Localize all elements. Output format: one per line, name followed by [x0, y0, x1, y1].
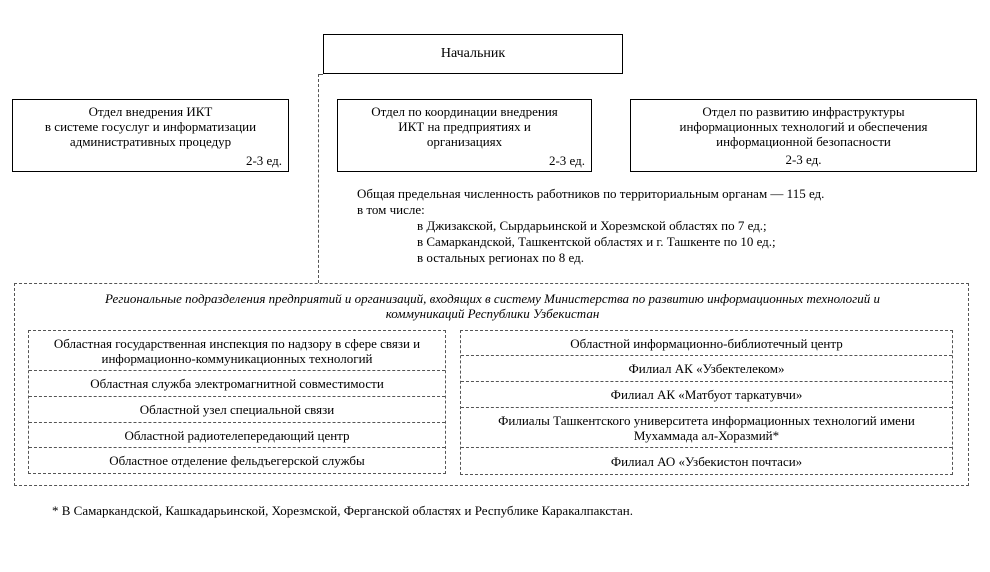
department-name: Отдел внедрения ИКТ в системе госуслуг и информатизации административных процедур — [44, 104, 257, 149]
territorial-item: в остальных регионах по 8 ед. — [417, 250, 585, 265]
regional-right-column — [460, 330, 953, 475]
territorial-total: Общая предельная численность работников по территориальным органам — 115 ед. — [357, 186, 825, 201]
department-box-ict-gov-services — [12, 99, 289, 172]
regional-left-item: Областной радиотелепередающий центр — [29, 423, 445, 448]
regional-right-item: Филиал АК «Узбектелеком» — [461, 356, 952, 382]
regional-left-item: Областная государственная инспекция по надзору в сфере связи и информационно-коммуникационных технологий — [29, 331, 445, 371]
department-box-ict-coordination — [337, 99, 592, 172]
department-name: Отдел по развитию инфраструктуры информационных технологий и обеспечения информационной безопасности — [679, 104, 928, 149]
regional-units-title: Региональные подразделения предприятий и организаций, входящих в систему Министерства по развитию информационных технологий и коммуникаций Республики Узбекистан — [105, 291, 880, 321]
department-name: Отдел по координации внедрения ИКТ на предприятиях и организациях — [371, 104, 558, 149]
territorial-item: в Самаркандской, Ташкентской областях и г. Ташкенте по 10 ед.; — [417, 234, 776, 249]
department-box-it-infrastructure — [630, 99, 977, 172]
chief-connector-stub — [318, 74, 323, 75]
regional-right-item: Филиалы Ташкентского университета информационных технологий имени Мухаммада ал-Хоразмий* — [461, 408, 952, 448]
regional-left-item: Областной узел специальной связи — [29, 397, 445, 423]
footnote: * В Самаркандской, Кашкадарьинской, Хорезмской, Ферганской областях и Республике Каракалпакстан. — [52, 503, 633, 518]
chief-label: Начальник — [440, 46, 506, 61]
regional-left-item: Областная служба электромагнитной совместимости — [29, 371, 445, 397]
regional-right-item: Филиал АО «Узбекистон почтаси» — [610, 453, 803, 469]
territorial-item: в Джизакской, Сырдарьинской и Хорезмской областях по 7 ед.; — [417, 218, 767, 233]
department-units: 2-3 ед. — [548, 153, 585, 168]
regional-left-column — [28, 330, 446, 474]
regional-right-item: Филиал АК «Матбуот таркатувчи» — [461, 382, 952, 408]
department-units: 2-3 ед. — [785, 152, 822, 167]
chief-to-regional-connector — [318, 74, 319, 283]
territorial-staff-info — [357, 186, 824, 266]
chief-box — [323, 34, 623, 74]
regional-left-item: Областное отделение фельдъегерской службы — [109, 453, 365, 468]
department-units: 2-3 ед. — [245, 153, 282, 168]
regional-right-item: Областной информационно-библиотечный центр — [461, 331, 952, 356]
territorial-including: в том числе: — [357, 202, 425, 217]
